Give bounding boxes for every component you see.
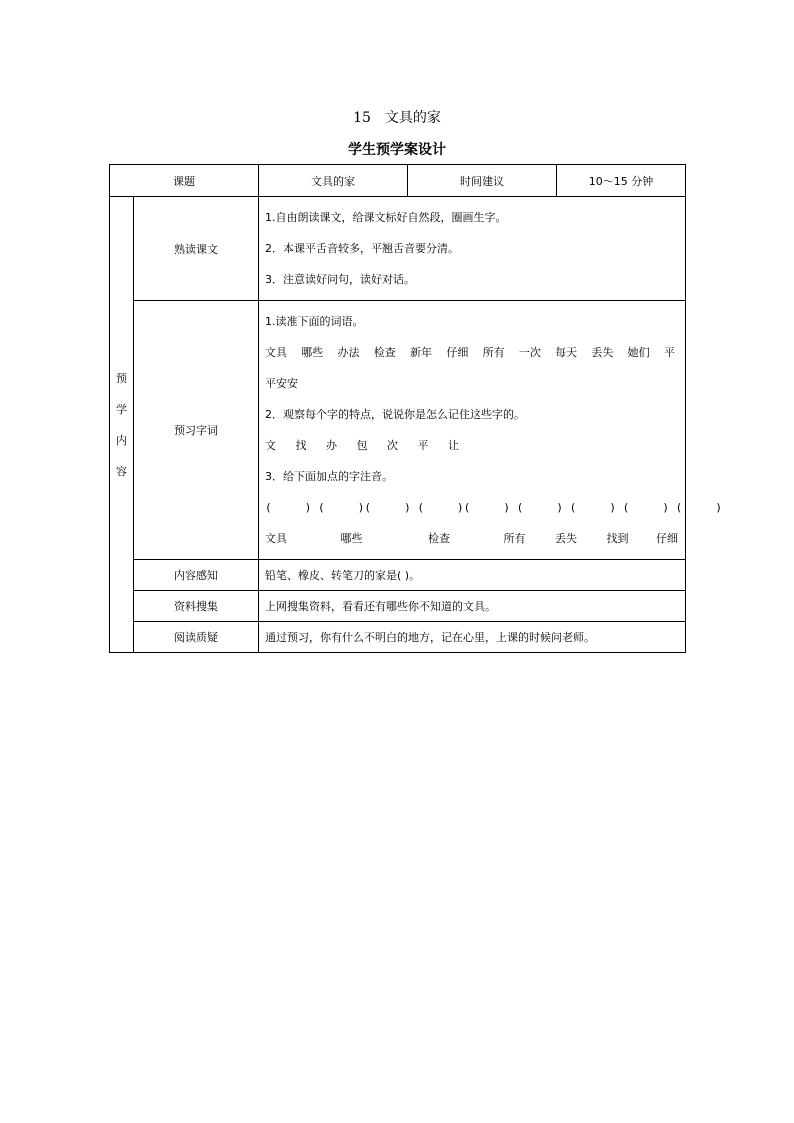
instruction-2: 2．观察每个字的特点，说说你是怎么记住这些字的。: [265, 408, 525, 421]
char-list: [265, 430, 685, 461]
pinyin-words: [265, 523, 685, 554]
section-label-char: 内: [116, 433, 127, 447]
header-row: [110, 165, 686, 197]
time-value: 10～15 分钟: [557, 165, 686, 197]
research-text: 上网搜集资料，看看还有哪些你不知道的文具。: [259, 591, 686, 622]
instruction-1: 1.读准下面的词语。: [265, 315, 364, 328]
word: 文具: [265, 346, 287, 359]
read-text-line: 2．本课平舌音较多，平翘舌音要分清。: [265, 242, 459, 255]
word: 她们: [627, 346, 650, 359]
preview-words-row: [110, 301, 686, 560]
word: 检查: [373, 346, 396, 359]
read-text-label: 熟读课文: [134, 197, 259, 301]
word: 所有: [482, 346, 505, 359]
pinyin-blanks: ( ) ( )( ) ( )( ) ( ) ( ) ( ) ( ): [265, 501, 722, 514]
char: 找: [295, 439, 307, 452]
word: 一次: [518, 346, 541, 359]
word: 平: [663, 346, 675, 359]
char: 办: [326, 439, 337, 452]
research-label: 资料搜集: [134, 591, 259, 622]
section-label-char: 容: [116, 464, 127, 478]
lesson-number: 15: [353, 110, 371, 126]
pinyin-word: 找到: [606, 532, 629, 545]
section-label: [110, 197, 134, 653]
questions-text: 通过预习，你有什么不明白的地方，记在心里，上课的时候问老师。: [259, 622, 686, 653]
word: 每天: [555, 346, 578, 359]
content-text: 铅笔、橡皮、转笔刀的家是( )。: [259, 560, 686, 591]
pinyin-word: 丢失: [555, 532, 577, 545]
char: 让: [448, 439, 459, 452]
content-row: [110, 560, 686, 591]
word: 哪些: [301, 346, 324, 359]
pinyin-word: 所有: [503, 532, 526, 545]
word: 丢失: [591, 346, 614, 359]
section-label-char: 预: [116, 371, 127, 385]
read-text-line: 1.自由朗读课文，给课文标好自然段，圈画生字。: [265, 211, 507, 224]
char: 文: [265, 439, 276, 452]
pinyin-word: 检查: [428, 532, 450, 545]
word: 新年: [410, 346, 433, 359]
word-list-wrap: 平安安: [265, 377, 298, 390]
pinyin-word: 仔细: [656, 532, 678, 545]
read-text-line: 3．注意读好问句，读好对话。: [265, 273, 415, 286]
char: 包: [356, 439, 368, 452]
topic-value: 文具的家: [259, 165, 408, 197]
read-text-content: [259, 197, 686, 301]
topic-label: 课题: [110, 165, 259, 197]
questions-label: 阅读质疑: [134, 622, 259, 653]
time-label: 时间建议: [408, 165, 557, 197]
word-list: [265, 337, 685, 368]
read-text-row: [110, 197, 686, 301]
lesson-title-text: 文具的家: [384, 110, 441, 126]
research-row: [110, 591, 686, 622]
lesson-title: [0, 107, 794, 127]
pinyin-word: 哪些: [340, 532, 363, 545]
char: 次: [387, 439, 398, 452]
instruction-3: 3．给下面加点的字注音。: [265, 470, 393, 483]
section-label-char: 学: [116, 402, 127, 416]
document-subtitle: 学生预学案设计: [348, 142, 446, 158]
preview-words-content: [259, 301, 722, 560]
content-label: 内容感知: [134, 560, 259, 591]
questions-row: [110, 622, 686, 653]
preview-words-label: 预习字词: [134, 301, 259, 560]
word: 办法: [337, 346, 360, 359]
char: 平: [417, 439, 429, 452]
pinyin-word: 文具: [265, 532, 287, 545]
word: 仔细: [446, 346, 469, 359]
preview-plan-table: [109, 164, 722, 653]
